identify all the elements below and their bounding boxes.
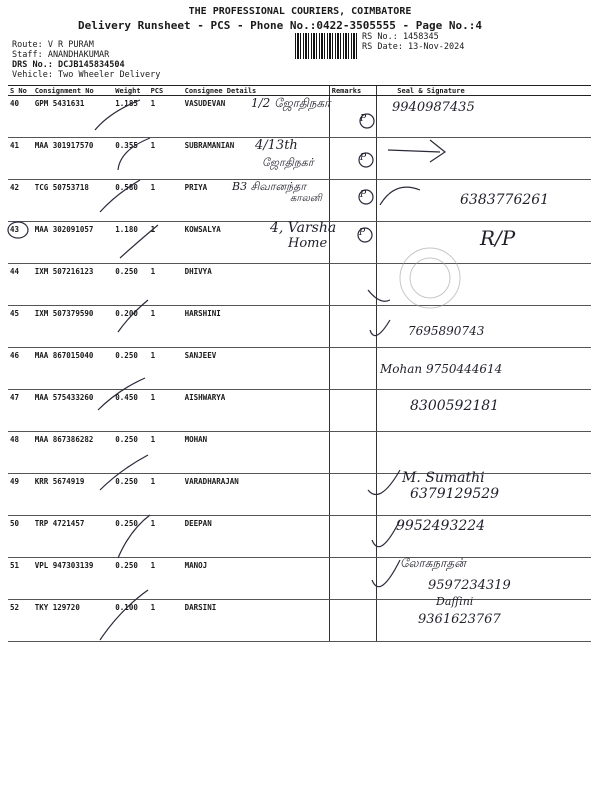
cell-remarks (329, 474, 377, 516)
cell-remarks (329, 180, 377, 222)
cell-consignment: TRP 4721457 (33, 516, 114, 558)
handwritten-phone: 7695890743 (408, 324, 485, 338)
cell-consignment: MAA 575433260 (33, 390, 114, 432)
cell-seal-signature (377, 516, 591, 558)
handwritten-note: ஜோதிநகர் (262, 156, 314, 169)
cell-consignee: AISHWARYA (183, 390, 330, 432)
cell-pcs: 1 (149, 474, 183, 516)
cell-consignment: IXM 507379590 (33, 306, 114, 348)
cell-consignee: HARSHINI (183, 306, 330, 348)
cell-seal-signature (377, 390, 591, 432)
table-row (8, 264, 591, 306)
cell-sno: 41 (8, 138, 33, 180)
runsheet-title: Delivery Runsheet - PCS - Phone No.:0422-3505555 - Page No.:4 (78, 19, 482, 32)
cell-seal-signature (377, 600, 591, 642)
cell-consignment: MAA 867386282 (33, 432, 114, 474)
col-consignee: Consignee Details (183, 86, 330, 96)
cell-sno: 47 (8, 390, 33, 432)
cell-sno: 44 (8, 264, 33, 306)
cell-pcs: 1 (149, 180, 183, 222)
table-row (8, 432, 591, 474)
cell-seal-signature (377, 348, 591, 390)
cell-remarks (329, 264, 377, 306)
cell-seal-signature (377, 432, 591, 474)
cell-sno: 52 (8, 600, 33, 642)
table-row (8, 306, 591, 348)
cell-weight: 0.580 (113, 180, 148, 222)
header-right (362, 32, 464, 52)
handwritten-note: 4, Varsha (270, 220, 337, 236)
cell-remarks (329, 138, 377, 180)
cell-remarks (329, 432, 377, 474)
handwritten-phone: 9952493224 (396, 518, 486, 534)
table-header-row (8, 86, 591, 96)
table-row (8, 348, 591, 390)
cell-weight: 0.250 (113, 432, 148, 474)
cell-seal-signature (377, 474, 591, 516)
handwritten-mark: P (360, 190, 367, 200)
handwritten-note: B3 சிவானந்தா (232, 180, 307, 193)
cell-weight: 0.250 (113, 348, 148, 390)
handwritten-mark: P (360, 153, 367, 163)
cell-remarks (329, 222, 377, 264)
handwritten-signature: R/P (480, 226, 516, 250)
col-remarks: Remarks (329, 86, 377, 96)
col-consignment: Consignment No (33, 86, 114, 96)
cell-consignee: DHIVYA (183, 264, 330, 306)
cell-weight: 0.250 (113, 474, 148, 516)
cell-sno: 42 (8, 180, 33, 222)
cell-consignee: SUBRAMANIAN (183, 138, 330, 180)
table-row (8, 474, 591, 516)
cell-consignee: VARADHARAJAN (183, 474, 330, 516)
cell-weight: 1.185 (113, 96, 148, 138)
cell-pcs: 1 (149, 600, 183, 642)
cell-pcs: 1 (149, 390, 183, 432)
table-row (8, 390, 591, 432)
handwritten-note: 4/13th (255, 138, 298, 153)
vehicle-label: Vehicle: Two Wheeler Delivery (12, 70, 161, 80)
handwritten-note: 1/2 ஜோதிநகர் (251, 96, 331, 110)
cell-consignee: DEEPAN (183, 516, 330, 558)
cell-consignee: MOHAN (183, 432, 330, 474)
cell-weight: 0.100 (113, 600, 148, 642)
cell-pcs: 1 (149, 96, 183, 138)
cell-consignee: MANOJ (183, 558, 330, 600)
table-row (8, 516, 591, 558)
cell-sno: 40 (8, 96, 33, 138)
cell-consignment: GPM 5431631 (33, 96, 114, 138)
cell-sno: 45 (8, 306, 33, 348)
handwritten-mark: P (360, 114, 367, 124)
cell-seal-signature (377, 180, 591, 222)
cell-weight: 0.200 (113, 306, 148, 348)
cell-seal-signature (377, 222, 591, 264)
handwritten-phone: 9361623767 (418, 612, 501, 627)
staff-label: Staff: ANANDHAKUMAR (12, 50, 110, 60)
cell-seal-signature (377, 96, 591, 138)
col-pcs: PCS (149, 86, 183, 96)
handwritten-phone: 8300592181 (410, 398, 500, 414)
table-row (8, 96, 591, 138)
handwritten-phone: 9597234319 (428, 578, 511, 593)
cell-pcs: 1 (149, 222, 183, 264)
cell-seal-signature (377, 306, 591, 348)
cell-consignment: IXM 507216123 (33, 264, 114, 306)
table-row (8, 558, 591, 600)
cell-sno: 46 (8, 348, 33, 390)
cell-consignment: MAA 301917570 (33, 138, 114, 180)
handwritten-phone: 6379129529 (410, 486, 500, 502)
cell-pcs: 1 (149, 306, 183, 348)
cell-remarks (329, 516, 377, 558)
cell-consignee: VASUDEVAN (183, 96, 330, 138)
cell-remarks (329, 348, 377, 390)
table-row (8, 138, 591, 180)
cell-remarks (329, 96, 377, 138)
cell-pcs: 1 (149, 516, 183, 558)
handwritten-phone: 9940987435 (392, 100, 475, 115)
table-row (8, 180, 591, 222)
col-sno: S No (8, 86, 33, 96)
cell-seal-signature (377, 558, 591, 600)
cell-sno: 51 (8, 558, 33, 600)
cell-consignment: MAA 302091057 (33, 222, 114, 264)
cell-consignment: MAA 867015040 (33, 348, 114, 390)
cell-consignee: DARSINI (183, 600, 330, 642)
cell-consignee: KOWSALYA (183, 222, 330, 264)
rs-date-label: RS Date: 13-Nov-2024 (362, 42, 465, 52)
cell-weight: 0.250 (113, 516, 148, 558)
cell-remarks (329, 600, 377, 642)
cell-weight: 0.250 (113, 558, 148, 600)
cell-seal-signature (377, 264, 591, 306)
cell-sno: 43 (8, 222, 33, 264)
col-weight: Weight (113, 86, 148, 96)
handwritten-phone: 6383776261 (460, 192, 550, 208)
cell-sno: 48 (8, 432, 33, 474)
handwritten-mark: P (359, 228, 366, 238)
cell-weight: 0.250 (113, 264, 148, 306)
company-title: THE PROFESSIONAL COURIERS, COIMBATORE (188, 6, 412, 17)
handwritten-note: காலனி (290, 193, 322, 204)
cell-sno: 49 (8, 474, 33, 516)
barcode (295, 33, 357, 59)
cell-pcs: 1 (149, 138, 183, 180)
rs-no-label: RS No.: 1458345 (362, 32, 439, 42)
cell-pcs: 1 (149, 264, 183, 306)
cell-pcs: 1 (149, 348, 183, 390)
cell-remarks (329, 558, 377, 600)
cell-consignment: KRR 5674919 (33, 474, 114, 516)
cell-pcs: 1 (149, 432, 183, 474)
header-left (12, 40, 160, 80)
cell-consignee: SANJEEV (183, 348, 330, 390)
cell-weight: 0.355 (113, 138, 148, 180)
table-row (8, 222, 591, 264)
route-label: Route: V R PURAM (12, 40, 94, 50)
runsheet-table (8, 85, 591, 642)
cell-consignee: PRIYA (183, 180, 330, 222)
cell-pcs: 1 (149, 558, 183, 600)
cell-consignment: VPL 947303139 (33, 558, 114, 600)
cell-remarks (329, 306, 377, 348)
col-seal-signature: Seal & Signature (377, 86, 591, 96)
handwritten-note: Home (288, 236, 328, 251)
cell-consignment: TCG 50753718 (33, 180, 114, 222)
handwritten-signature: லோகநாதன் (400, 556, 466, 570)
handwritten-signature: Daffini (436, 595, 474, 608)
cell-consignment: TKY 129720 (33, 600, 114, 642)
cell-weight: 0.450 (113, 390, 148, 432)
cell-weight: 1.180 (113, 222, 148, 264)
handwritten-signature: Mohan 9750444614 (380, 362, 503, 376)
drs-label: DRS No.: DCJB145834504 (12, 60, 125, 70)
cell-seal-signature (377, 138, 591, 180)
cell-remarks (329, 390, 377, 432)
cell-sno: 50 (8, 516, 33, 558)
table-row (8, 600, 591, 642)
handwritten-signature: M. Sumathi (402, 470, 485, 486)
